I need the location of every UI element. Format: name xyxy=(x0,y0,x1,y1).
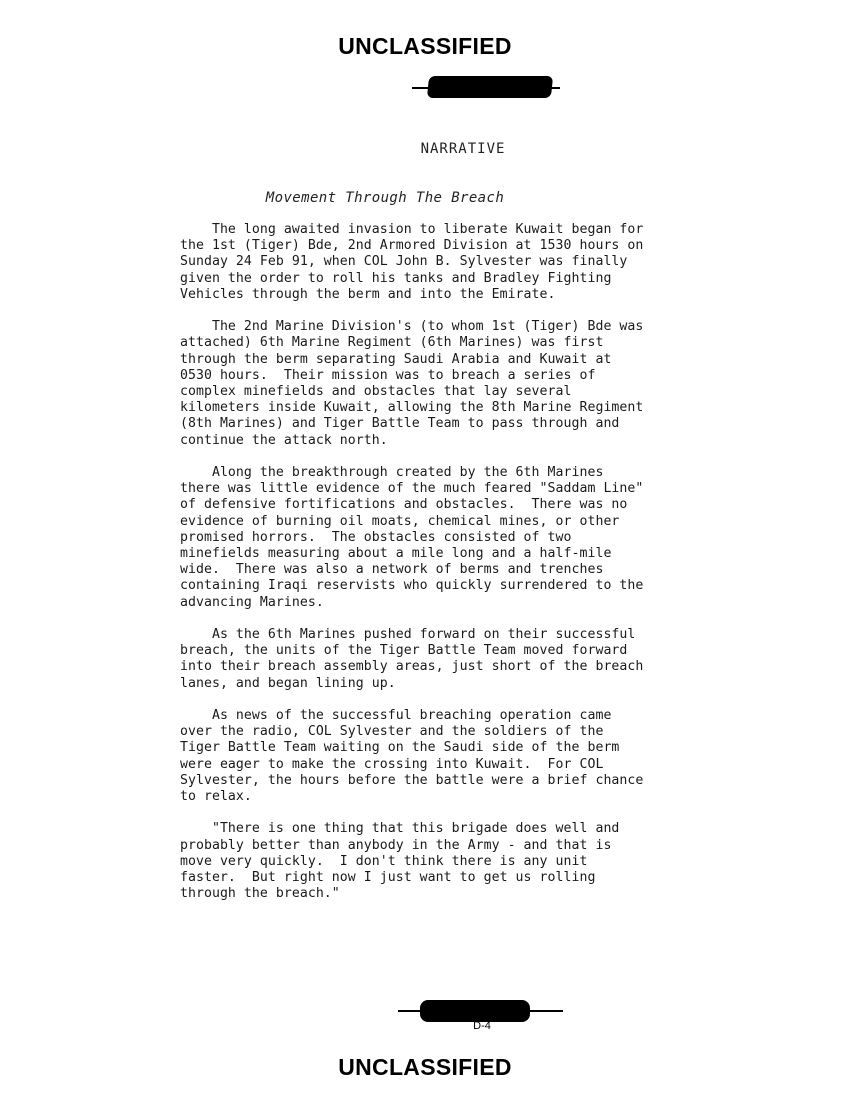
paragraph: The 2nd Marine Division's (to whom 1st (Tiger) Bde was attached) 6th Marine Regiment (6th Marines) was first through the berm separating Saudi Arabia and Kuwait at 0530 hours. Their mission was to breach a series of complex minefields and obstacles that lay several kilometers inside Kuwait, allowing the 8th Marine Regiment (8th Marines) and Tiger Battle Team to pass through and continue the attack north. xyxy=(180,319,644,448)
narrative-heading: NARRATIVE xyxy=(420,141,506,157)
paragraph: As news of the successful breaching operation came over the radio, COL Sylvester and the soldiers of the Tiger Battle Team waiting on the Saudi side of the berm were eager to make the crossing into Kuwait. For COL Sylvester, the hours before the battle were a brief chance to relax. xyxy=(180,708,644,805)
paragraph: As the 6th Marines pushed forward on their successful breach, the units of the Tiger Battle Team moved forward into their breach assembly areas, just short of the breach lanes, and began lining up. xyxy=(180,627,644,691)
classification-header: UNCLASSIFIED xyxy=(338,33,512,59)
page-number: D-4 xyxy=(473,1020,491,1032)
redaction-mark-top xyxy=(427,76,553,98)
classification-footer: UNCLASSIFIED xyxy=(338,1054,512,1080)
redaction-mark-bottom xyxy=(420,1000,530,1022)
paragraph: "There is one thing that this brigade does well and probably better than anybody in the Army - and that is move very quickly. I don't think there is any unit faster. But right now I just want to get us rolling through the breach." xyxy=(180,821,620,902)
paragraph: The long awaited invasion to liberate Kuwait began for the 1st (Tiger) Bde, 2nd Armored Division at 1530 hours on Sunday 24 Feb 91, when COL John B. Sylvester was finally given the order to roll his tanks and Bradley Fighting Vehicles through the berm and into the Emirate. xyxy=(180,222,644,302)
paragraph: Along the breakthrough created by the 6th Marines there was little evidence of the much feared "Saddam Line" of defensive fortifications and obstacles. There was no evidence of burning oil moats, chemical mines, or other promised horrors. The obstacles consisted of two minefields measuring about a mile long and a half-mile wide. There was also a network of berms and trenches containing Iraqi reservists who quickly surrendered to the advancing Marines. xyxy=(180,465,644,610)
narrative-body xyxy=(180,222,780,919)
section-title: Movement Through The Breach xyxy=(265,190,505,206)
